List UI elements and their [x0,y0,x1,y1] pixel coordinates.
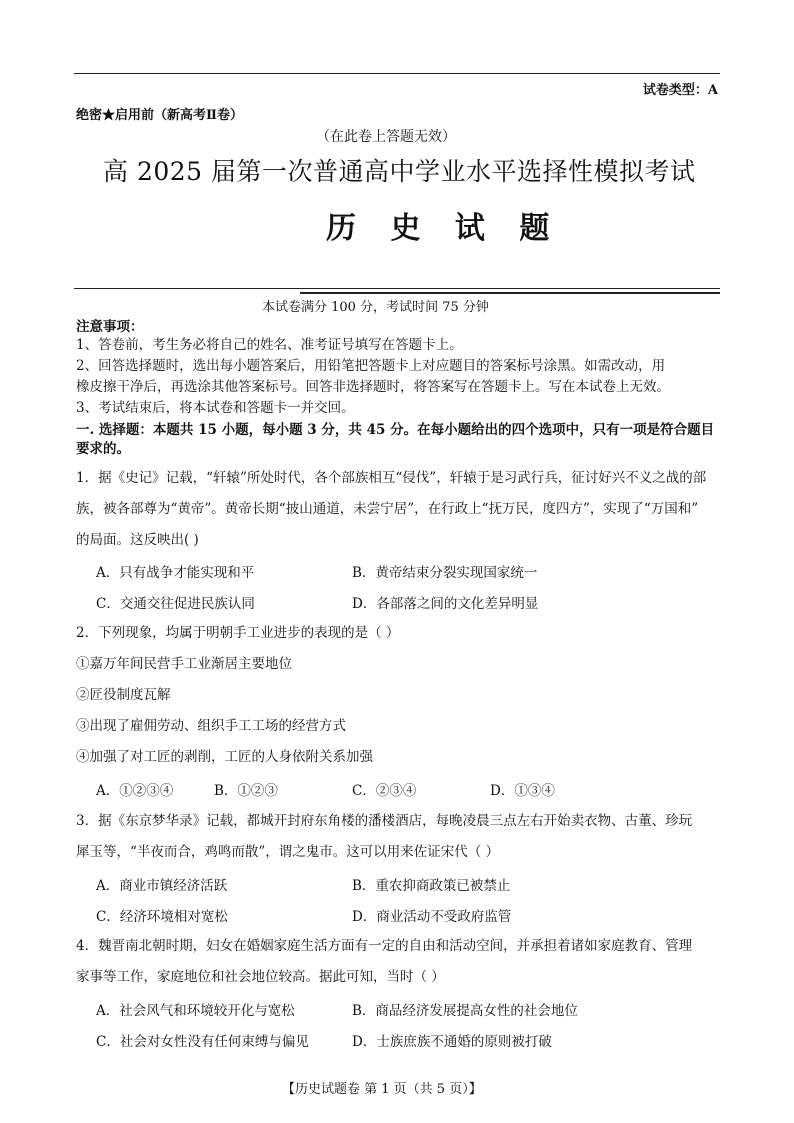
question-text-line: 的局面。这反映出( ) [76,532,199,548]
question-text-line: ④加强了对工匠的剥削，工匠的人身依附关系加强 [76,749,373,765]
option-d: D．①③④ [490,783,555,799]
question-text-line: 2．下列现象，均属于明朝手工业进步的表现的是（ ） [76,625,400,641]
paper-type-label: 试卷类型：A [642,83,718,98]
question-text-line: 家事等工作，家庭地位和社会地位较高。据此可知，当时（ ） [76,969,445,985]
header-rule-thick [300,292,720,294]
option-a: A．只有战争才能实现和平 [96,565,255,581]
option-a: A．社会风气和环境较开化与宽松 [96,1003,295,1019]
question-text-line: ③出现了雇佣劳动、组织手工工场的经营方式 [76,718,346,734]
page-footer: 【历史试题卷 第 1 页（共 5 页）】 [282,1082,482,1097]
question-text-line: 4．魏晋南北朝时期，妇女在婚姻家庭生活方面有一定的自由和活动空间，并承担着诸如家庭教育、管理 [76,938,693,954]
note-item: 3、考试结束后，将本试卷和答题卡一并交回。 [76,400,355,416]
option-d: D．士族庶族不通婚的原则被打破 [352,1034,552,1050]
exam-title: 高 2025 届第一次普通高中学业水平选择性模拟考试 [103,157,696,186]
option-b: B．商品经济发展提高女性的社会地位 [352,1003,578,1019]
question-text-line: 族，被各部尊为“黄帝”。黄帝长期“披山通道，未尝宁居”，在行政上“抚万民，度四方”，实现了“万国和” [76,501,699,517]
option-a: A．商业市镇经济活跃 [96,878,228,894]
option-d: D．各部落之间的文化差异明显 [352,596,539,612]
question-text-line: 1．据《史记》记载，“轩辕”所处时代，各个部族相互“侵伐”，轩辕于是习武行兵，征讨好兴不义之战的部 [76,470,707,486]
note-item: 1、答卷前，考生务必将自己的姓名、准考证号填写在答题卡上。 [76,337,463,353]
note-item: 橡皮擦干净后，再选涂其他答案标号。回答非选择题时，将答案写在答题卡上。写在本试卷上无效。 [76,379,670,395]
header-rule-thin [74,288,720,289]
top-rule [74,73,720,74]
note-item: 2、回答选择题时，选出每小题答案后，用铅笔把答题卡上对应题目的答案标号涂黑。如需改动，用 [76,358,666,374]
option-b: B．黄帝结束分裂实现国家统一 [352,565,538,581]
section-heading-line: 要求的。 [76,441,130,457]
secret-label: 绝密★启用前（新高考Ⅱ卷） [76,108,243,123]
question-text-line: 犀玉等，“半夜而合，鸡鸣而散”，谓之鬼市。这可以用来佐证宋代（ ） [76,844,500,860]
option-b: B．重农抑商政策已被禁止 [352,878,511,894]
question-text-line: ①嘉万年间民营手工业渐居主要地位 [76,656,292,672]
option-d: D．商业活动不受政府监管 [352,909,512,925]
option-c: C．社会对女性没有任何束缚与偏见 [96,1034,309,1050]
option-c: C．交通交往促进民族认同 [96,596,255,612]
option-c: C．②③④ [352,783,417,799]
section-heading-line: 一. 选择题：本题共 15 小题，每小题 3 分，共 45 分。在每小题给出的四个选项中，只有一项是符合题目 [76,422,715,438]
score-time-note: 本试卷满分 100 分，考试时间 75 分钟 [262,300,489,315]
notes-heading: 注意事项： [76,319,144,335]
question-text-line: 3．据《东京梦华录》记载，都城开封府东角楼的潘楼酒店，每晚凌晨三点左右开始卖衣物、古董、珍玩 [76,813,693,829]
option-b: B．①②③ [214,783,278,799]
subject-title: 历 史 试 题 [326,211,562,246]
invalid-note: （在此卷上答题无效） [316,129,456,145]
question-text-line: ②匠役制度瓦解 [76,687,171,703]
option-c: C．经济环境相对宽松 [96,909,228,925]
option-a: A．①②③④ [96,783,174,799]
